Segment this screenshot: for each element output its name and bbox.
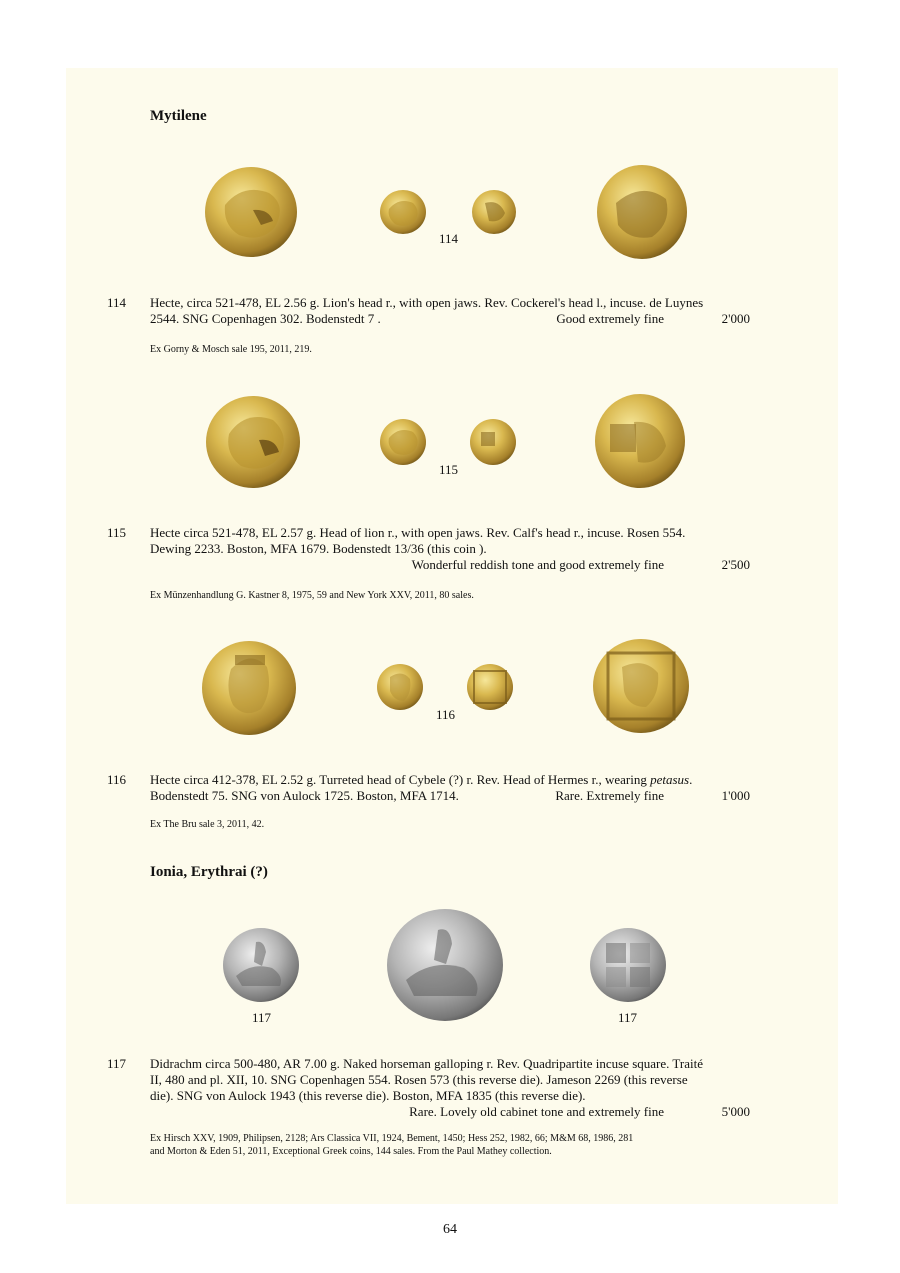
coin-115-reverse bbox=[469, 418, 517, 466]
coin-caption-114: 114 bbox=[439, 231, 459, 246]
lot-115-line-1: Hecte circa 521-478, EL 2.57 g. Head of lion r., with open jaws. Rev. Calf's head r., incuse. Rosen 554. bbox=[150, 525, 686, 540]
lot-115-price-row bbox=[150, 557, 750, 573]
lot-116-price: 1'000 bbox=[721, 788, 750, 803]
lot-116-price-row bbox=[150, 788, 750, 804]
coin-117-obverse-enlarged bbox=[386, 906, 504, 1024]
coin-114-reverse bbox=[471, 189, 517, 235]
lot-description-115 bbox=[150, 525, 750, 573]
lot-116-line-1 bbox=[150, 772, 750, 788]
coin-116-reverse-enlarged bbox=[592, 637, 690, 735]
coin-116-reverse bbox=[466, 663, 514, 711]
lot-114-line-1: Hecte, circa 521-478, EL 2.56 g. Lion's head r., with open jaws. Rev. Cockerel's head l., incuse. de Luynes bbox=[150, 295, 704, 310]
lot-115-line-2: Dewing 2233. Boston, MFA 1679. Bodenstedt 13/36 (this coin ). bbox=[150, 541, 487, 556]
lot-117-line-3: die). SNG von Aulock 1943 (this reverse die). Boston, MFA 1835 (this reverse die). bbox=[150, 1088, 586, 1103]
lot-number-114: 114 bbox=[107, 295, 127, 310]
lot-description-116 bbox=[150, 772, 750, 804]
lot-number-115: 115 bbox=[107, 525, 127, 540]
lot-115-provenance: Ex Münzenhandlung G. Kastner 8, 1975, 59 and New York XXV, 2011, 80 sales. bbox=[150, 590, 474, 601]
lot-117-price: 5'000 bbox=[721, 1104, 750, 1119]
lot-116-line-1-italic: petasus bbox=[650, 772, 690, 787]
coin-116-obverse-enlarged bbox=[201, 639, 297, 737]
lot-117-price-row bbox=[150, 1104, 750, 1120]
coin-115-obverse bbox=[379, 418, 427, 466]
lot-description-114 bbox=[150, 295, 750, 327]
lot-117-grade: Rare. Lovely old cabinet tone and extremely fine bbox=[409, 1104, 664, 1119]
coin-115-obverse-enlarged bbox=[205, 394, 301, 490]
coin-117-reverse bbox=[588, 926, 668, 1004]
lot-114-price-row bbox=[150, 311, 750, 327]
lot-115-grade: Wonderful reddish tone and good extremely fine bbox=[411, 557, 664, 572]
section-heading-mytilene: Mytilene bbox=[150, 108, 207, 124]
section-heading-ionia-erythrai: Ionia, Erythrai (?) bbox=[150, 864, 268, 880]
lot-116-provenance: Ex The Bru sale 3, 2011, 42. bbox=[150, 819, 265, 830]
coin-114-obverse-enlarged bbox=[203, 165, 299, 259]
lot-117-provenance-line-2: and Morton & Eden 51, 2011, Exceptional Greek coins, 144 sales. From the Paul Mathey collection. bbox=[150, 1146, 552, 1157]
coin-117-obverse bbox=[222, 926, 300, 1004]
lot-115-price: 2'500 bbox=[721, 557, 750, 572]
coin-caption-115: 115 bbox=[439, 462, 459, 477]
coin-caption-116: 116 bbox=[436, 707, 456, 722]
coin-114-obverse bbox=[379, 189, 427, 235]
lot-116-line-1-text: Hecte circa 412-378, EL 2.52 g. Turreted head of Cybele (?) r. Rev. Head of Hermes r., wearing bbox=[150, 772, 651, 787]
lot-117-provenance bbox=[150, 1132, 750, 1158]
coin-116-obverse bbox=[376, 663, 424, 711]
lot-114-line-2: 2544. SNG Copenhagen 302. Bodenstedt 7 . bbox=[150, 311, 381, 326]
lot-number-117: 117 bbox=[107, 1056, 127, 1071]
lot-116-line-1-end: . bbox=[689, 772, 693, 787]
lot-number-116: 116 bbox=[107, 772, 127, 787]
lot-117-line-2: II, 480 and pl. XII, 10. SNG Copenhagen 554. Rosen 573 (this reverse die). Jameson 2269 (this reverse bbox=[150, 1072, 688, 1087]
lot-117-line-1: Didrachm circa 500-480, AR 7.00 g. Naked horseman galloping r. Rev. Quadripartite incuse square. Traité bbox=[150, 1056, 703, 1071]
page-number: 64 bbox=[443, 1222, 457, 1237]
lot-117-provenance-line-1: Ex Hirsch XXV, 1909, Philipsen, 2128; Ars Classica VII, 1924, Bement, 1450; Hess 252, 1982, 66; M&M 68, 1986, 281 bbox=[150, 1133, 634, 1144]
coin-caption-117-right: 117 bbox=[618, 1010, 638, 1025]
coin-caption-117-left: 117 bbox=[252, 1010, 272, 1025]
coin-115-reverse-enlarged bbox=[594, 392, 686, 490]
coin-114-reverse-enlarged bbox=[596, 163, 688, 261]
lot-116-grade: Rare. Extremely fine bbox=[555, 788, 664, 803]
lot-description-117 bbox=[150, 1056, 750, 1120]
lot-116-line-2: Bodenstedt 75. SNG von Aulock 1725. Boston, MFA 1714. bbox=[150, 788, 459, 803]
lot-114-grade: Good extremely fine bbox=[556, 311, 664, 326]
lot-114-price: 2'000 bbox=[721, 311, 750, 326]
lot-114-provenance: Ex Gorny & Mosch sale 195, 2011, 219. bbox=[150, 344, 312, 355]
